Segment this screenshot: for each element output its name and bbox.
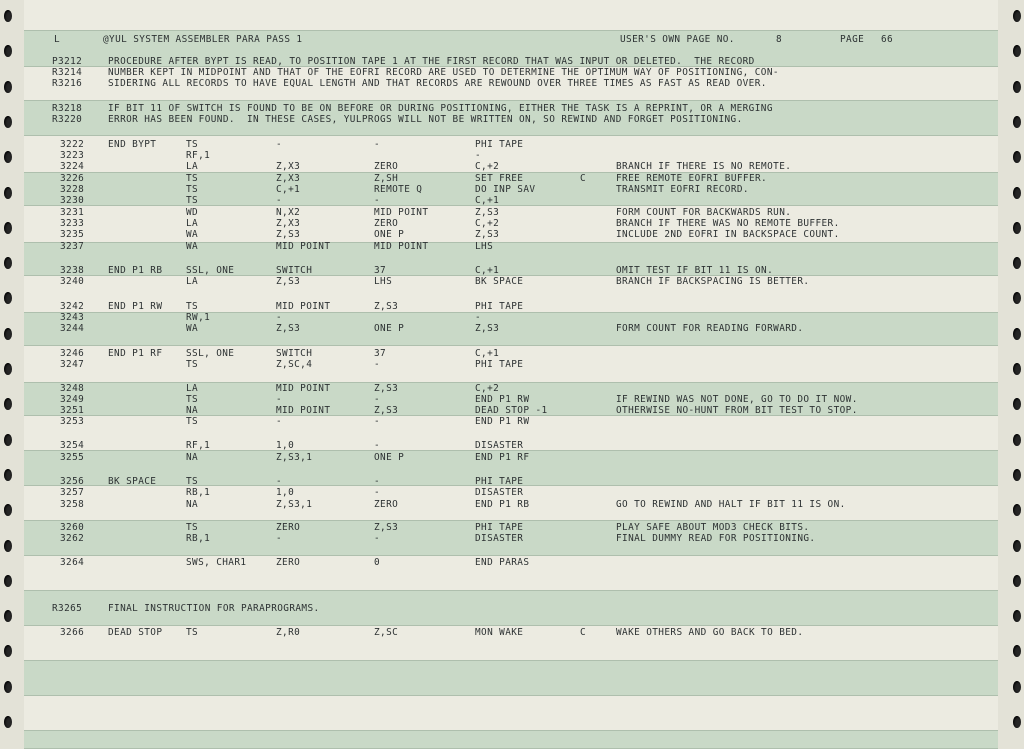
code-num: 3237 (60, 241, 85, 252)
code-num: 3246 (60, 348, 85, 359)
tractor-hole (4, 187, 12, 199)
code-op: NA (186, 405, 199, 416)
code-comment: FREE REMOTE EOFRI BUFFER. (616, 173, 768, 184)
code-num: 3243 (60, 312, 85, 323)
tractor-hole (1013, 292, 1021, 304)
code-op: SSL, ONE (186, 348, 235, 359)
code-num: 3247 (60, 359, 85, 370)
code-a1: C,+1 (276, 184, 301, 195)
code-num: 3260 (60, 522, 85, 533)
line-number: R3265 (52, 603, 83, 614)
code-a1: 1,0 (276, 487, 295, 498)
code-num: 3254 (60, 440, 85, 451)
code-num: 3244 (60, 323, 85, 334)
code-a2: Z,SC (374, 627, 399, 638)
code-a3: PHI TAPE (475, 139, 524, 150)
code-a2: MID POINT (374, 207, 429, 218)
code-num: 3264 (60, 557, 85, 568)
code-a1: - (276, 312, 283, 323)
code-op: RF,1 (186, 150, 211, 161)
tractor-hole (1013, 504, 1021, 516)
code-a2: Z,S3 (374, 301, 399, 312)
tractor-hole (1013, 575, 1021, 587)
code-a3: DISASTER (475, 533, 524, 544)
code-a1: Z,S3 (276, 323, 301, 334)
code-a2: - (374, 533, 381, 544)
remark-text: NUMBER KEPT IN MIDPOINT AND THAT OF THE EOFRI RECORD ARE USED TO DETERMINE THE OPTIMUM WAY OF POSITIONING, CON- (108, 67, 779, 78)
code-a3: DISASTER (475, 487, 524, 498)
code-label: END P1 RW (108, 301, 163, 312)
code-label: BK SPACE (108, 476, 157, 487)
code-op: LA (186, 218, 199, 229)
code-a1: Z,S3,1 (276, 452, 313, 463)
code-op: RF,1 (186, 440, 211, 451)
code-a3: C,+1 (475, 348, 500, 359)
code-op: RB,1 (186, 487, 211, 498)
code-comment: GO TO REWIND AND HALT IF BIT 11 IS ON. (616, 499, 846, 510)
code-a2: - (374, 416, 381, 427)
code-a3: C,+1 (475, 195, 500, 206)
code-a2: ZERO (374, 499, 399, 510)
tractor-hole (1013, 469, 1021, 481)
code-op: LA (186, 276, 199, 287)
code-a2: Z,S3 (374, 522, 399, 533)
code-a3: - (475, 312, 482, 323)
tractor-hole (4, 716, 12, 728)
code-a2: - (374, 487, 381, 498)
code-num: 3262 (60, 533, 85, 544)
code-op: LA (186, 383, 199, 394)
tractor-hole (1013, 398, 1021, 410)
remark-text: ERROR HAS BEEN FOUND. IN THESE CASES, YULPROGS WILL NOT BE WRITTEN ON, SO REWIND AND FORGET POSITIONING. (108, 114, 743, 125)
code-num: 3224 (60, 161, 85, 172)
code-comment: OTHERWISE NO-HUNT FROM BIT TEST TO STOP. (616, 405, 858, 416)
code-op: TS (186, 394, 199, 405)
tractor-hole (4, 116, 12, 128)
code-num: 3238 (60, 265, 85, 276)
code-comment: BRANCH IF BACKSPACING IS BETTER. (616, 276, 810, 287)
tractor-hole (1013, 116, 1021, 128)
code-a2: Z,S3 (374, 383, 399, 394)
tractor-hole (1013, 363, 1021, 375)
tractor-hole (4, 434, 12, 446)
code-a3: C,+2 (475, 383, 500, 394)
tractor-hole (1013, 610, 1021, 622)
code-a3: PHI TAPE (475, 522, 524, 533)
code-a2: - (374, 139, 381, 150)
code-label: END BYPT (108, 139, 157, 150)
green-bar (24, 312, 998, 346)
code-op: LA (186, 161, 199, 172)
tractor-hole (4, 469, 12, 481)
code-comment: BRANCH IF THERE WAS NO REMOTE BUFFER. (616, 218, 840, 229)
green-bar (24, 730, 998, 749)
code-label: END P1 RF (108, 348, 163, 359)
code-comment: FINAL DUMMY READ FOR POSITIONING. (616, 533, 816, 544)
code-a1: - (276, 416, 283, 427)
page-label: PAGE (840, 34, 865, 45)
code-a1: Z,X3 (276, 161, 301, 172)
code-a3: PHI TAPE (475, 476, 524, 487)
code-a1: Z,SC,4 (276, 359, 313, 370)
code-a3: C,+2 (475, 161, 500, 172)
code-a1: SWITCH (276, 265, 313, 276)
code-a2: - (374, 394, 381, 405)
code-op: TS (186, 522, 199, 533)
green-bar (24, 242, 998, 276)
code-a1: 1,0 (276, 440, 295, 451)
code-a2: - (374, 359, 381, 370)
code-a3: Z,S3 (475, 229, 500, 240)
code-op: NA (186, 452, 199, 463)
tractor-hole (4, 575, 12, 587)
code-op: RB,1 (186, 533, 211, 544)
code-a2: - (374, 195, 381, 206)
code-num: 3266 (60, 627, 85, 638)
code-comment: PLAY SAFE ABOUT MOD3 CHECK BITS. (616, 522, 810, 533)
tractor-hole (4, 681, 12, 693)
tractor-hole (1013, 716, 1021, 728)
code-a3: C,+2 (475, 218, 500, 229)
line-number: R3214 (52, 67, 83, 78)
code-a3: BK SPACE (475, 276, 524, 287)
code-num: 3226 (60, 173, 85, 184)
user-page-number: 8 (776, 34, 783, 45)
tractor-hole (4, 645, 12, 657)
tractor-hole (4, 151, 12, 163)
code-a1: Z,X3 (276, 218, 301, 229)
code-a3: SET FREE (475, 173, 524, 184)
code-a1: Z,S3 (276, 229, 301, 240)
code-a1: SWITCH (276, 348, 313, 359)
code-num: 3240 (60, 276, 85, 287)
code-num: 3251 (60, 405, 85, 416)
code-a1: MID POINT (276, 301, 331, 312)
code-a3: MON WAKE (475, 627, 524, 638)
tractor-hole (4, 540, 12, 552)
tractor-hole (4, 610, 12, 622)
code-a3: END P1 RW (475, 394, 530, 405)
code-op: WA (186, 229, 199, 240)
code-num: 3242 (60, 301, 85, 312)
line-number: R3220 (52, 114, 83, 125)
green-bar (24, 660, 998, 696)
code-comment: FORM COUNT FOR READING FORWARD. (616, 323, 804, 334)
code-a3: END P1 RB (475, 499, 530, 510)
code-a3: LHS (475, 241, 494, 252)
code-a1: Z,X3 (276, 173, 301, 184)
code-a1: MID POINT (276, 405, 331, 416)
code-num: 3258 (60, 499, 85, 510)
code-a1: - (276, 394, 283, 405)
line-number: R3218 (52, 103, 83, 114)
code-num: 3233 (60, 218, 85, 229)
code-label: DEAD STOP (108, 627, 163, 638)
code-comment: IF REWIND WAS NOT DONE, GO TO DO IT NOW. (616, 394, 858, 405)
code-comment: INCLUDE 2ND EOFRI IN BACKSPACE COUNT. (616, 229, 840, 240)
tractor-hole (4, 257, 12, 269)
code-op: TS (186, 184, 199, 195)
tractor-hole (1013, 187, 1021, 199)
code-a1: N,X2 (276, 207, 301, 218)
code-comment: TRANSMIT EOFRI RECORD. (616, 184, 749, 195)
code-a1: ZERO (276, 522, 301, 533)
code-op: RW,1 (186, 312, 211, 323)
tractor-hole (1013, 151, 1021, 163)
code-a1: Z,S3,1 (276, 499, 313, 510)
code-num: 3253 (60, 416, 85, 427)
tractor-hole (1013, 681, 1021, 693)
code-comment: BRANCH IF THERE IS NO REMOTE. (616, 161, 792, 172)
code-a2: 0 (374, 557, 381, 568)
code-a3: DO INP SAV (475, 184, 536, 195)
code-a2: 37 (374, 348, 387, 359)
code-a2: ONE P (374, 452, 405, 463)
code-op: NA (186, 499, 199, 510)
code-num: 3249 (60, 394, 85, 405)
code-a1: MID POINT (276, 241, 331, 252)
code-a1: - (276, 533, 283, 544)
code-num: 3256 (60, 476, 85, 487)
code-num: 3248 (60, 383, 85, 394)
code-num: 3222 (60, 139, 85, 150)
code-a2: ONE P (374, 323, 405, 334)
code-num: 3231 (60, 207, 85, 218)
code-a2: REMOTE Q (374, 184, 423, 195)
left-tractor-margin (0, 0, 24, 749)
code-a3: END P1 RW (475, 416, 530, 427)
code-num: 3223 (60, 150, 85, 161)
code-op: TS (186, 416, 199, 427)
code-op: WA (186, 323, 199, 334)
code-a1: MID POINT (276, 383, 331, 394)
tractor-hole (4, 398, 12, 410)
tractor-hole (1013, 328, 1021, 340)
code-a3: END PARAS (475, 557, 530, 568)
code-op: WD (186, 207, 199, 218)
code-a3: C,+1 (475, 265, 500, 276)
code-a1: Z,R0 (276, 627, 301, 638)
code-num: 3255 (60, 452, 85, 463)
code-a3: - (475, 150, 482, 161)
tractor-hole (4, 328, 12, 340)
code-a2: - (374, 440, 381, 451)
code-a3: END P1 RF (475, 452, 530, 463)
code-op: SWS, CHAR1 (186, 557, 247, 568)
code-comment: WAKE OTHERS AND GO BACK TO BED. (616, 627, 804, 638)
tractor-hole (1013, 434, 1021, 446)
code-a3: DEAD STOP -1 (475, 405, 548, 416)
tractor-hole (4, 292, 12, 304)
code-a2: LHS (374, 276, 393, 287)
code-a2: Z,S3 (374, 405, 399, 416)
code-op: TS (186, 139, 199, 150)
right-tractor-margin (998, 0, 1024, 749)
code-num: 3235 (60, 229, 85, 240)
header-marker: L (54, 34, 61, 45)
code-a3: PHI TAPE (475, 301, 524, 312)
code-op: TS (186, 195, 199, 206)
code-a1: - (276, 195, 283, 206)
line-number: R3216 (52, 78, 83, 89)
code-a2: ZERO (374, 161, 399, 172)
code-op: TS (186, 476, 199, 487)
code-op: SSL, ONE (186, 265, 235, 276)
page-title: @YUL SYSTEM ASSEMBLER PARA PASS 1 (103, 34, 303, 45)
user-page-label: USER'S OWN PAGE NO. (620, 34, 735, 45)
code-a1: - (276, 139, 283, 150)
code-a2: ONE P (374, 229, 405, 240)
code-op: TS (186, 173, 199, 184)
code-a2: ZERO (374, 218, 399, 229)
code-a1: - (276, 476, 283, 487)
code-op: TS (186, 359, 199, 370)
code-a1: ZERO (276, 557, 301, 568)
code-op: TS (186, 627, 199, 638)
remark-text: SIDERING ALL RECORDS TO HAVE EQUAL LENGTH AND THAT RECORDS ARE REWOUND OVER THREE TIMES AS FAST AS READ OVER. (108, 78, 767, 89)
code-label: END P1 RB (108, 265, 163, 276)
tractor-hole (1013, 10, 1021, 22)
code-flag: C (580, 627, 587, 638)
tractor-hole (4, 504, 12, 516)
code-a3: DISASTER (475, 440, 524, 451)
remark-text: IF BIT 11 OF SWITCH IS FOUND TO BE ON BEFORE OR DURING POSITIONING, EITHER THE TASK IS A REPRINT, OR A MERGING (108, 103, 773, 114)
page-number: 66 (881, 34, 894, 45)
code-num: 3228 (60, 184, 85, 195)
code-num: 3230 (60, 195, 85, 206)
code-comment: OMIT TEST IF BIT 11 IS ON. (616, 265, 774, 276)
code-a3: PHI TAPE (475, 359, 524, 370)
code-flag: C (580, 173, 587, 184)
tractor-hole (1013, 257, 1021, 269)
code-a2: MID POINT (374, 241, 429, 252)
line-number: P3212 (52, 56, 83, 67)
tractor-hole (1013, 222, 1021, 234)
code-a2: Z,SH (374, 173, 399, 184)
remark-text: FINAL INSTRUCTION FOR PARAPROGRAMS. (108, 603, 320, 614)
tractor-hole (1013, 645, 1021, 657)
code-a3: Z,S3 (475, 207, 500, 218)
tractor-hole (1013, 540, 1021, 552)
tractor-hole (4, 10, 12, 22)
code-a2: - (374, 476, 381, 487)
tractor-hole (4, 363, 12, 375)
remark-text: PROCEDURE AFTER BYPT IS READ, TO POSITION TAPE 1 AT THE FIRST RECORD THAT WAS INPUT OR DELETED. THE RECORD (108, 56, 755, 67)
tractor-hole (4, 222, 12, 234)
code-op: WA (186, 241, 199, 252)
code-num: 3257 (60, 487, 85, 498)
code-comment: FORM COUNT FOR BACKWARDS RUN. (616, 207, 792, 218)
code-a3: Z,S3 (475, 323, 500, 334)
code-a2: 37 (374, 265, 387, 276)
code-a1: Z,S3 (276, 276, 301, 287)
code-op: TS (186, 301, 199, 312)
